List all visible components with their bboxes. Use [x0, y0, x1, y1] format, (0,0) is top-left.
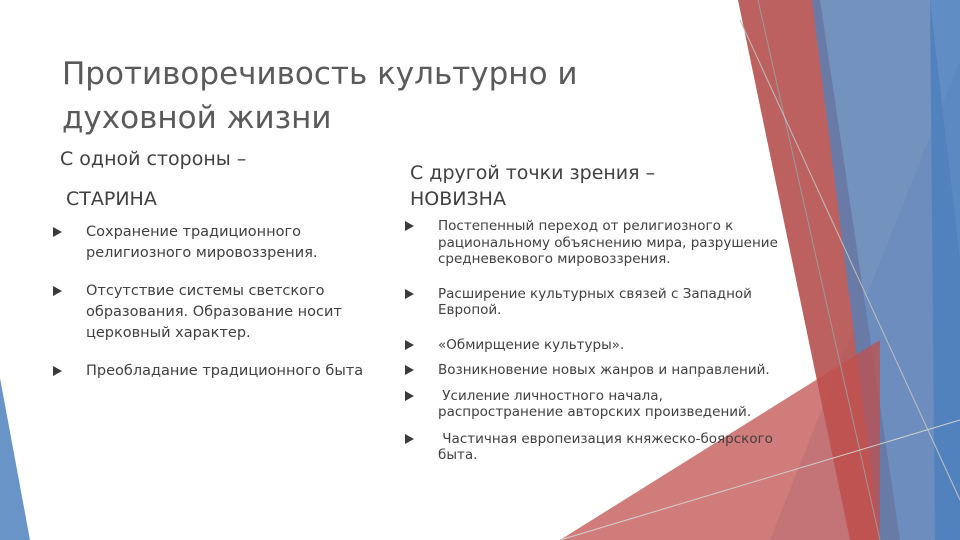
left-heading-line2: СТАРИНА	[66, 188, 157, 210]
triangle-bullet-icon	[405, 221, 414, 231]
triangle-bullet-icon	[53, 366, 62, 376]
right-blue-edge-shape	[930, 0, 960, 540]
triangle-bullet-icon	[405, 391, 414, 401]
triangle-bullet-icon	[53, 286, 62, 296]
list-item: «Обмирщение культуры».	[402, 337, 782, 354]
list-item: Усиление личностного начала, распространение авторских произведений.	[402, 388, 782, 421]
triangle-bullet-icon	[53, 227, 62, 237]
left-heading-line1: С одной стороны –	[60, 148, 247, 170]
left-blue-shape	[0, 378, 30, 540]
triangle-bullet-icon	[405, 340, 414, 350]
right-list	[402, 218, 782, 464]
triangle-bullet-icon	[405, 434, 414, 444]
list-item: Сохранение традиционного религиозного мировоззрения.	[50, 222, 380, 264]
triangle-bullet-icon	[405, 365, 414, 375]
left-list	[50, 222, 380, 399]
list-item: Постепенный переход от религиозного к рациональному объяснению мира, разрушение средневекового мировоззрения.	[402, 218, 782, 268]
list-item: Отсутствие системы светского образования. Образование носит церковный характер.	[50, 281, 380, 344]
list-item: Частичная европеизация княжеско-боярского быта.	[402, 431, 782, 464]
triangle-bullet-icon	[405, 289, 414, 299]
list-item: Преобладание традиционного быта	[50, 361, 380, 382]
list-item: Возникновение новых жанров и направлений.	[402, 362, 782, 379]
right-heading: С другой точки зрения – НОВИЗНА	[410, 162, 656, 210]
list-item: Расширение культурных связей с Западной Европой.	[402, 286, 782, 319]
slide-title: Противоречивость культурно и духовной жизни	[62, 56, 578, 136]
